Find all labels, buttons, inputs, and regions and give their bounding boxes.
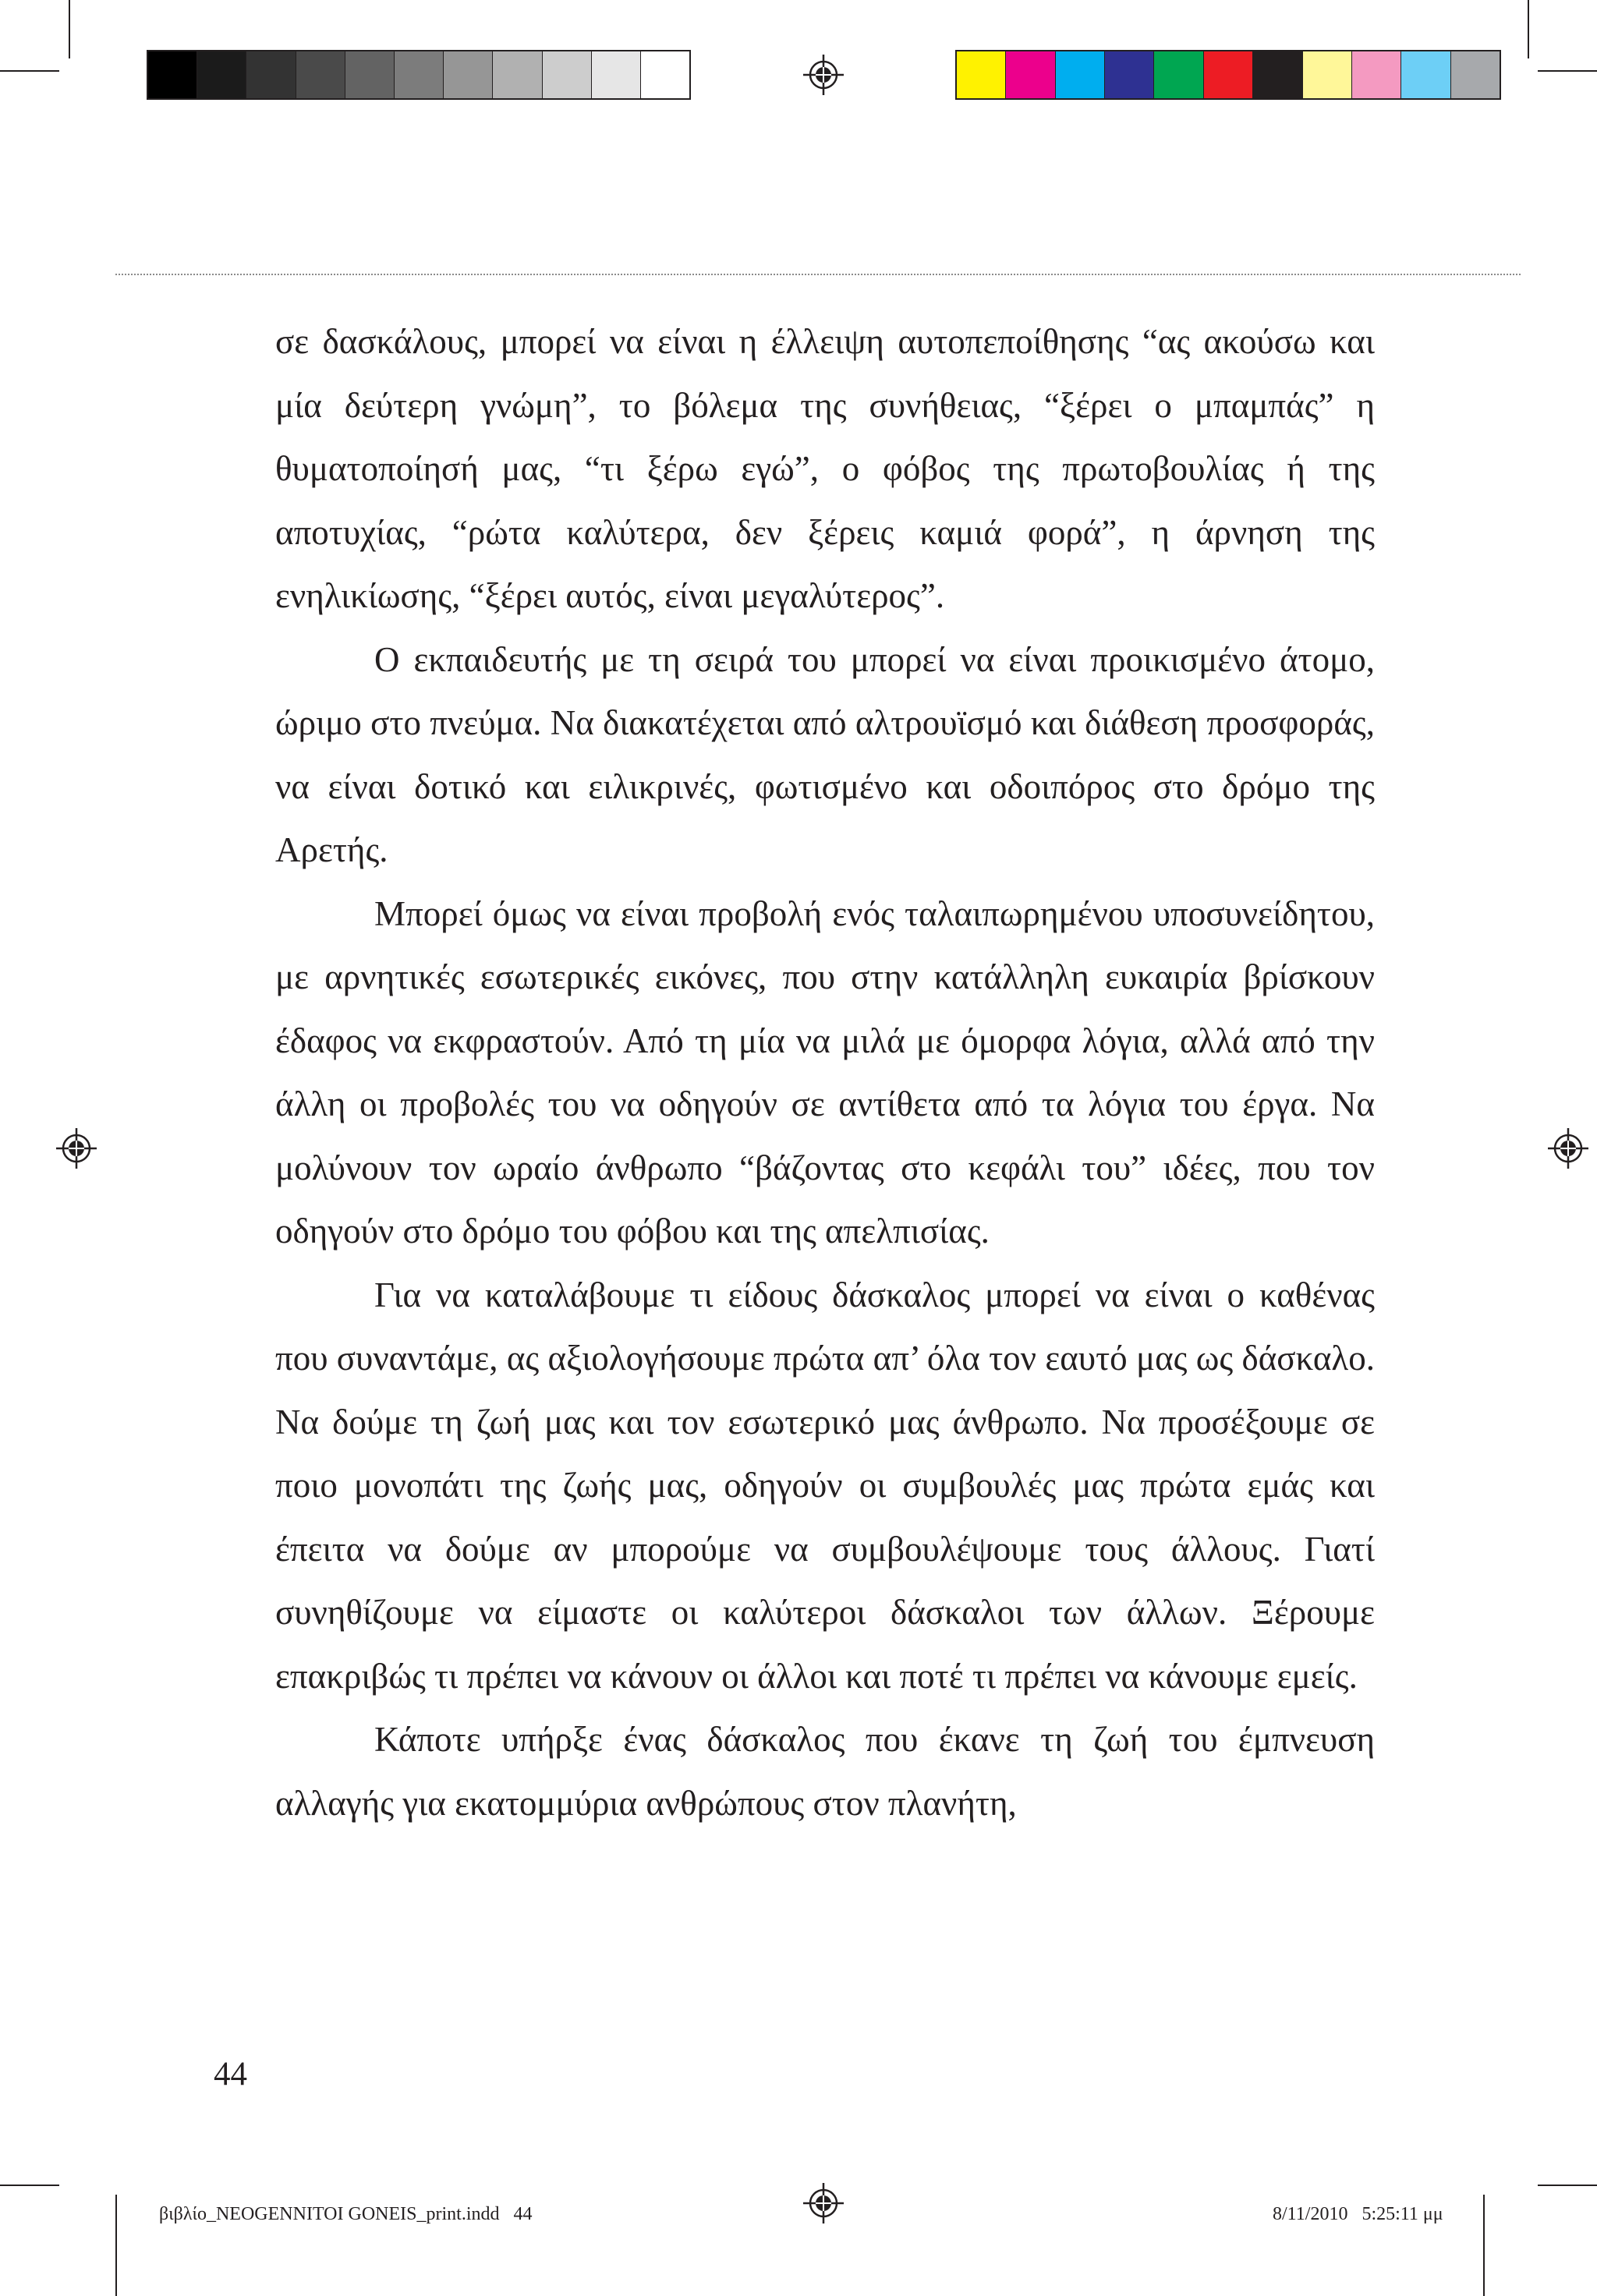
process-color-swatch (957, 51, 1006, 98)
process-color-bar (955, 50, 1501, 100)
trim-guide-line (115, 274, 1521, 275)
crop-mark (69, 0, 70, 58)
crop-mark (1483, 2195, 1485, 2296)
process-color-swatch (1154, 51, 1203, 98)
registration-mark-icon (803, 55, 844, 95)
paragraph: Κάποτε υπήρξε ένας δάσκαλος που έκανε τη ζωή του έμπνευση αλλαγής για εκατομμύρια ανθρώπους στον πλανήτη, (275, 1720, 1375, 1823)
crop-mark (1538, 70, 1597, 72)
paragraph: Ο εκπαιδευτής με τη σειρά του μπορεί να είναι προικισμένο άτομο, ώριμο στο πνεύμα. Να διακατέχεται από αλτρουϊσμό και διάθεση προσφοράς, να είναι δοτικό και ειλικρινές, φωτισμένο και οδοιπόρος στο δρόμο της Αρετής. (275, 639, 1375, 869)
registration-mark-icon (803, 2183, 844, 2223)
slug-filename: βιβλίο_NEOGENNITOI GONEIS_print.indd 44 (159, 2204, 533, 2224)
grayscale-swatch (641, 51, 689, 98)
process-color-swatch (1451, 51, 1500, 98)
grayscale-swatch (345, 51, 395, 98)
crop-mark (0, 2185, 59, 2186)
crop-mark (0, 70, 59, 72)
body-text (275, 310, 1375, 1835)
registration-mark-icon (1548, 1128, 1588, 1169)
grayscale-color-bar (147, 50, 691, 100)
process-color-swatch (1006, 51, 1055, 98)
paragraph: Μπορεί όμως να είναι προβολή ενός ταλαιπωρημένου υποσυνείδητου, με αρνητικές εσωτερικές εικόνες, που στην κατάλληλη ευκαιρία βρίσκουν έδαφος να εκφραστούν. Από τη μία να μιλά με όμορφα λόγια, αλλά από την άλλη οι προβολές του να οδηγούν σε αντίθετα από τα λόγια του έργα. Να μολύνουν τον ωραίο άνθρωπο “βάζοντας στο κεφάλι του” ιδέες, που τον οδηγούν στο δρόμο του φόβου και της απελπισίας. (275, 893, 1375, 1251)
grayscale-swatch (148, 51, 197, 98)
process-color-swatch (1056, 51, 1105, 98)
grayscale-swatch (395, 51, 444, 98)
process-color-swatch (1352, 51, 1401, 98)
grayscale-swatch (493, 51, 542, 98)
crop-mark (115, 2195, 117, 2296)
paragraph: σε δασκάλους, μπορεί να είναι η έλλειψη αυτοπεποίθησης “ας ακούσω και μία δεύτερη γνώμη”, το βόλεμα της συνήθειας, “ξέρει ο μπαμπάς” η θυματοποίησή μας, “τι ξέρω εγώ”, ο φόβος της πρωτοβουλίας ή της αποτυχίας, “ρώτα καλύτερα, δεν ξέρεις καμιά φορά”, η άρνηση της ενηλικίωσης, “ξέρει αυτός, είναι μεγαλύτερος”. (275, 322, 1375, 615)
grayscale-swatch (543, 51, 592, 98)
crop-mark (1538, 2185, 1597, 2186)
slug-timestamp: 8/11/2010 5:25:11 μμ (1273, 2204, 1443, 2224)
grayscale-swatch (246, 51, 296, 98)
paragraph: Για να καταλάβουμε τι είδους δάσκαλος μπορεί να είναι ο καθένας που συναντάμε, ας αξιολογήσουμε πρώτα απ’ όλα τον εαυτό μας ως δάσκαλο. Να δούμε τη ζωή μας και τον εσωτερικό μας άνθρωπο. Να προσέξουμε σε ποιο μονοπάτι της ζωής μας, οδηγούν οι συμβουλές μας πρώτα εμάς και έπειτα να δούμε αν μπορούμε να συμβουλέψουμε τους άλλους. Γιατί συνηθίζουμε να είμαστε οι καλύτεροι δάσκαλοι των άλλων. Ξέρουμε επακριβώς τι πρέπει να κάνουν οι άλλοι και ποτέ τι πρέπει να κάνουμε εμείς. (275, 1275, 1375, 1696)
process-color-swatch (1253, 51, 1302, 98)
grayscale-swatch (592, 51, 641, 98)
grayscale-swatch (444, 51, 493, 98)
process-color-swatch (1204, 51, 1253, 98)
process-color-swatch (1401, 51, 1450, 98)
grayscale-swatch (197, 51, 246, 98)
page-number: 44 (214, 2056, 247, 2093)
crop-mark (1528, 0, 1529, 58)
process-color-swatch (1303, 51, 1352, 98)
process-color-swatch (1105, 51, 1154, 98)
registration-mark-icon (56, 1128, 97, 1169)
grayscale-swatch (296, 51, 345, 98)
